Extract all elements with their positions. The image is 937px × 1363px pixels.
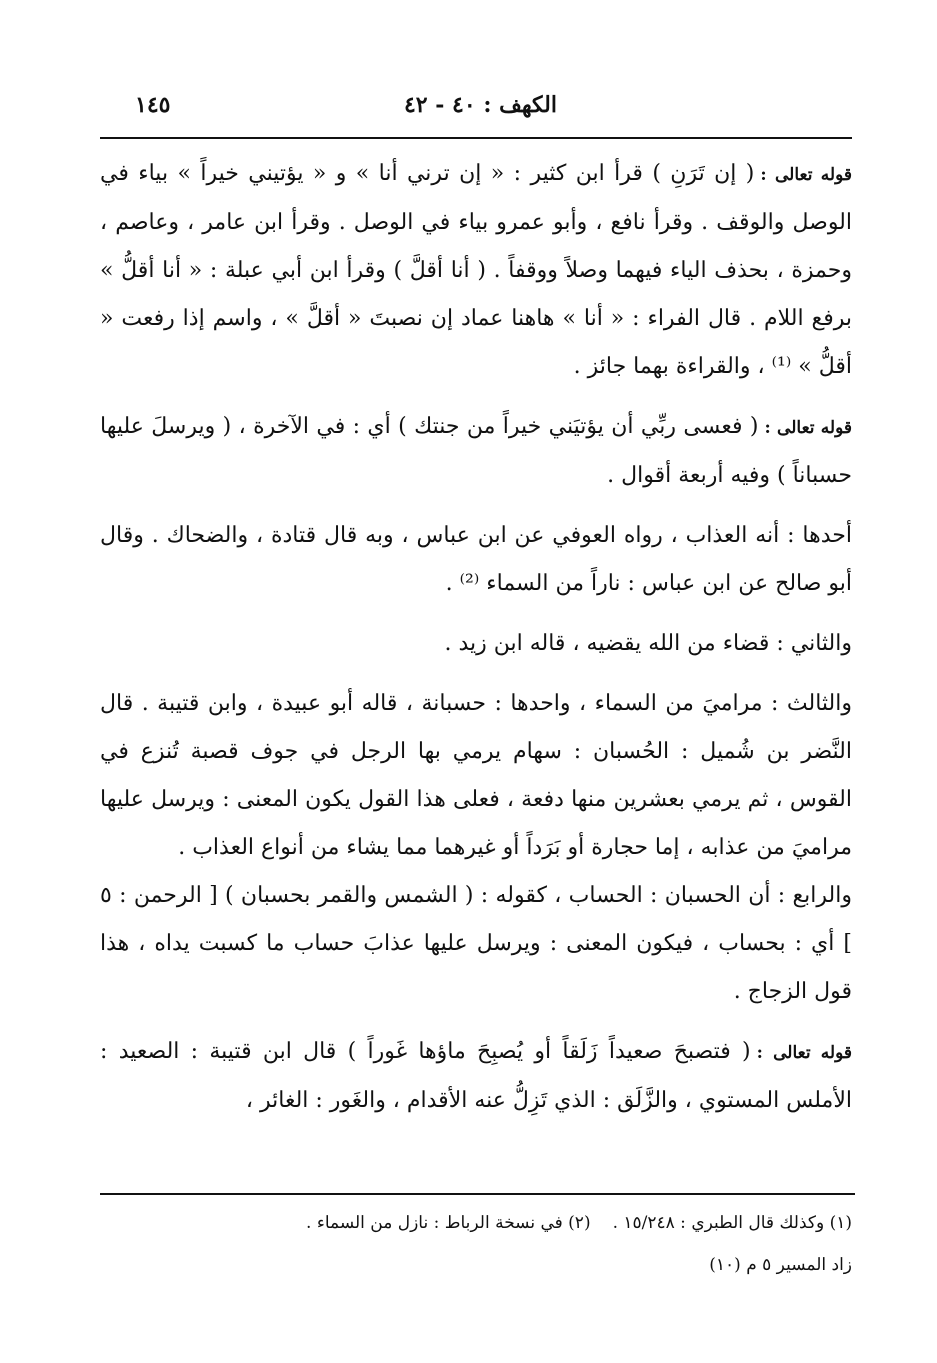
paragraph xyxy=(100,403,852,500)
footnote-1: (١) وكذلك قال الطبري : ١٥/٢٤٨ . xyxy=(612,1213,852,1233)
paragraph-lead: قوله تعالى : xyxy=(764,418,853,438)
page-header xyxy=(95,92,857,132)
paragraph-text: والثاني : قضاء من الله يقضيه ، قاله ابن زيد . xyxy=(444,631,852,656)
paragraph-text: ( إن تَرَنِ ) قرأ ابن كثير : « إن ترني أنا » و « يؤتيني خيراً » بياء في الوصل والوقف . وقرأ نافع ، وأبو عمرو بياء في الوصل . وقرأ ابن عامر ، وعاصم ، وحمزة ، بحذف الياء فيهما وصلاً ووقفاً . ( أنا أقلَّ ) وقرأ ابن أبي عبلة : « أنا أقلُّ » برفع اللام . قال الفراء : « أنا » هاهنا عماد إن نصبتَ « أقلَّ » ، واسم إذا رفعت « أقلُّ » ⁽¹⁾ ، والقراءة بهما جائز . xyxy=(100,161,852,379)
header-rule xyxy=(100,137,852,139)
footnote-2: (٢) في نسخة الرباط : نازل من السماء . xyxy=(306,1213,591,1233)
paragraph-lead: قوله تعالى : xyxy=(756,1043,852,1063)
paragraph xyxy=(100,872,852,1016)
paragraph-text: والثالث : مراميَ من السماء ، واحدها : حسبانة ، قاله أبو عبيدة ، وابن قتيبة . قال النَّضر بن شُميل : الحُسبان : سهام يرمي بها الرجل في جوف قصبة تُنزع في القوس ، ثم يرمي بعشرين منها دفعة ، فعلى هذا القول يكون المعنى : ويرسل عليها مراميَ من عذابه ، إما حجارة أو بَرَداً أو غيرهما مما يشاء من أنواع العذاب . xyxy=(100,691,852,860)
footnotes xyxy=(100,1202,852,1286)
paragraph-text: أحدها : أنه العذاب ، رواه العوفي عن ابن عباس ، وبه قال قتادة ، والضحاك . وقال أبو صالح عن ابن عباس : ناراً من السماء ⁽²⁾ . xyxy=(100,523,852,596)
paragraph-lead: قوله تعالى : xyxy=(760,165,853,185)
paragraph xyxy=(100,1028,852,1125)
page-number: ١٤٥ xyxy=(135,92,171,118)
paragraph xyxy=(100,680,852,872)
paragraph-text: والرابع : أن الحسبان : الحساب ، كقوله : ( الشمس والقمر بحسبان ) [ الرحمن : ٥ ] أي : بحساب ، فيكون المعنى : ويرسل عليها عذابَ حساب ما كسبت يداه ، هذا قول الزجاج . xyxy=(100,883,852,1004)
paragraph-text: ( فعسى ربِّي أن يؤتيَني خيراً من جنتك ) أي : في الآخرة ، ( ويرسلَ عليها حسباناً ) وفيه أربعة أقوال . xyxy=(100,414,852,488)
running-title: الكهف : ٤٠ - ٤٢ xyxy=(403,92,557,118)
footnote-row xyxy=(100,1202,852,1244)
paragraph xyxy=(100,512,852,608)
signature-line xyxy=(100,1244,852,1286)
paragraph-text: ( فتصبحَ صعيداً زَلَقاً أو يُصبِحَ ماؤها غَوراً ) قال ابن قتيبة : الصعيد : الأملس المستوي ، والزَّلَق : الذي تَزِلُّ عنه الأقدام ، والغَور : الغائر ، xyxy=(100,1039,852,1113)
paragraph xyxy=(100,150,852,391)
printer-signature: زاد المسير ٥ م (١٠) xyxy=(709,1255,852,1275)
main-text xyxy=(100,150,852,1125)
footnote-rule xyxy=(100,1193,855,1195)
paragraph xyxy=(100,620,852,668)
